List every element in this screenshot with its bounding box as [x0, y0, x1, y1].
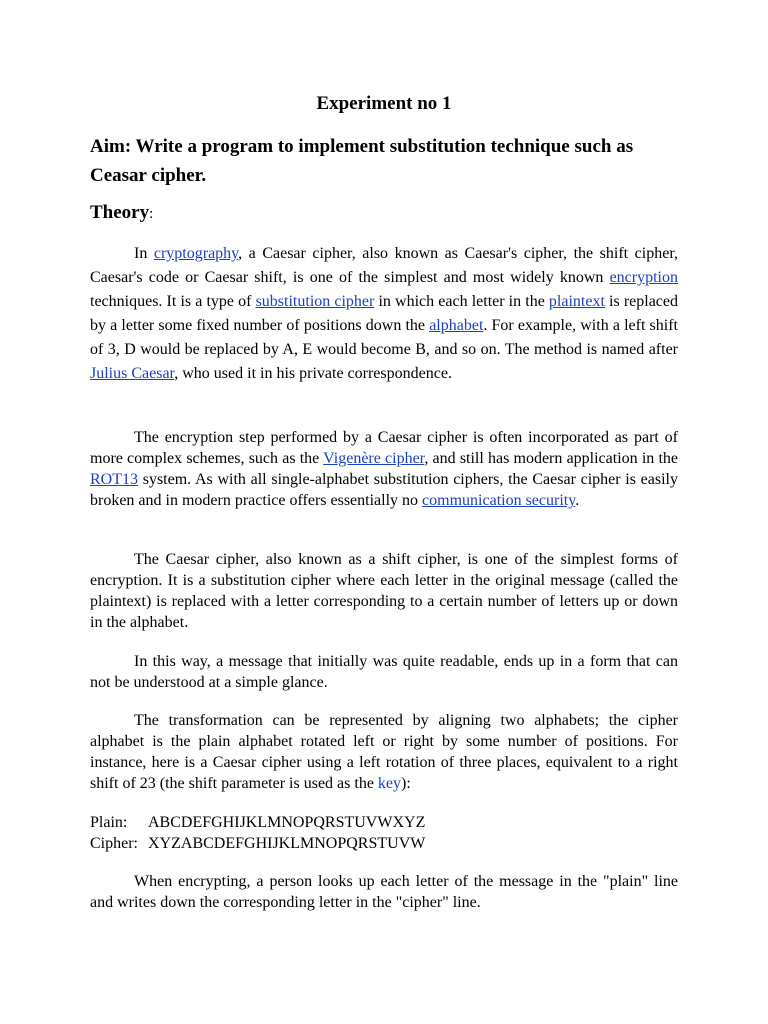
alphabet-table	[90, 812, 425, 854]
p1-text: In	[134, 245, 154, 262]
link-encryption[interactable]: encryption	[609, 269, 678, 286]
p5-text: The transformation can be represented by aligning two alphabets; the cipher alphabet is the plain alphabet rotated left or right by some number of positions. For instance, here is a Caesar cipher using a left rotation of three places, equivalent to a right shift of 23 (the shift parameter is used as the	[90, 712, 678, 792]
theory-heading	[90, 202, 153, 224]
plain-row	[90, 812, 425, 833]
paragraph-6: When encrypting, a person looks up each letter of the message in the "plain" line and writes down the corresponding letter in the "cipher" line.	[90, 873, 678, 911]
p5-text: ):	[401, 775, 411, 792]
link-plaintext[interactable]: plaintext	[548, 293, 605, 310]
plain-label: Plain:	[90, 814, 128, 831]
theory-label: Theory	[90, 202, 150, 223]
cipher-value: XYZABCDEFGHIJKLMNOPQRSTUVW	[148, 835, 426, 852]
p2-text: The encryption step performed by a Caesar cipher is often incorporated as part of more complex schemes, such as the	[90, 429, 678, 467]
p1-text: in which each letter in the	[374, 293, 549, 310]
cipher-label: Cipher:	[90, 835, 138, 852]
paragraph-4: In this way, a message that initially was quite readable, ends up in a form that can not be understood at a simple glance.	[90, 653, 678, 691]
p1-text: , who used it in his private correspondence.	[174, 365, 452, 382]
link-rot13[interactable]: ROT13	[90, 471, 138, 488]
link-substitution-cipher[interactable]: substitution cipher	[255, 293, 375, 310]
paragraph-5	[90, 710, 678, 794]
p1-text: techniques. It is a type of	[90, 293, 256, 310]
link-key[interactable]: key	[377, 775, 402, 792]
p1-text: , a Caesar cipher, also known as Caesar's cipher, the shift cipher, Caesar's code or Caesar shift, is one of the simplest and most widely known	[90, 245, 678, 286]
link-julius-caesar[interactable]: Julius Caesar	[90, 365, 175, 382]
p1-text: is replaced by a letter some fixed number of positions down the	[90, 293, 678, 334]
link-communication-security[interactable]: communication security	[422, 492, 576, 509]
paragraph-1	[90, 242, 678, 386]
p2-text: .	[575, 492, 580, 509]
p2-text: , and still has modern application in the	[424, 450, 679, 467]
link-vigenere-cipher[interactable]: Vigenère cipher	[323, 450, 425, 467]
p2-text: system. As with all single-alphabet substitution ciphers, the Caesar cipher is easily broken and in modern practice offers essentially no	[90, 471, 678, 509]
paragraph-3: The Caesar cipher, also known as a shift cipher, is one of the simplest forms of encryption. It is a substitution cipher where each letter in the original message (called the plaintext) is replaced with a letter corresponding to a certain number of letters up or down in the alphabet.	[90, 551, 678, 631]
p1-text: . For example, with a left shift of 3, D would be replaced by A, E would become B, and so on. The method is named after	[90, 317, 679, 358]
paragraph-2	[90, 427, 678, 511]
plain-value: ABCDEFGHIJKLMNOPQRSTUVWXYZ	[148, 814, 426, 831]
page-title: Experiment no 1	[316, 93, 452, 114]
theory-colon: :	[149, 206, 154, 222]
link-alphabet[interactable]: alphabet	[429, 317, 484, 334]
link-cryptography[interactable]: cryptography	[153, 245, 239, 262]
aim-heading: Aim: Write a program to implement substitution technique such as Ceasar cipher.	[90, 136, 634, 186]
cipher-row	[90, 833, 425, 854]
